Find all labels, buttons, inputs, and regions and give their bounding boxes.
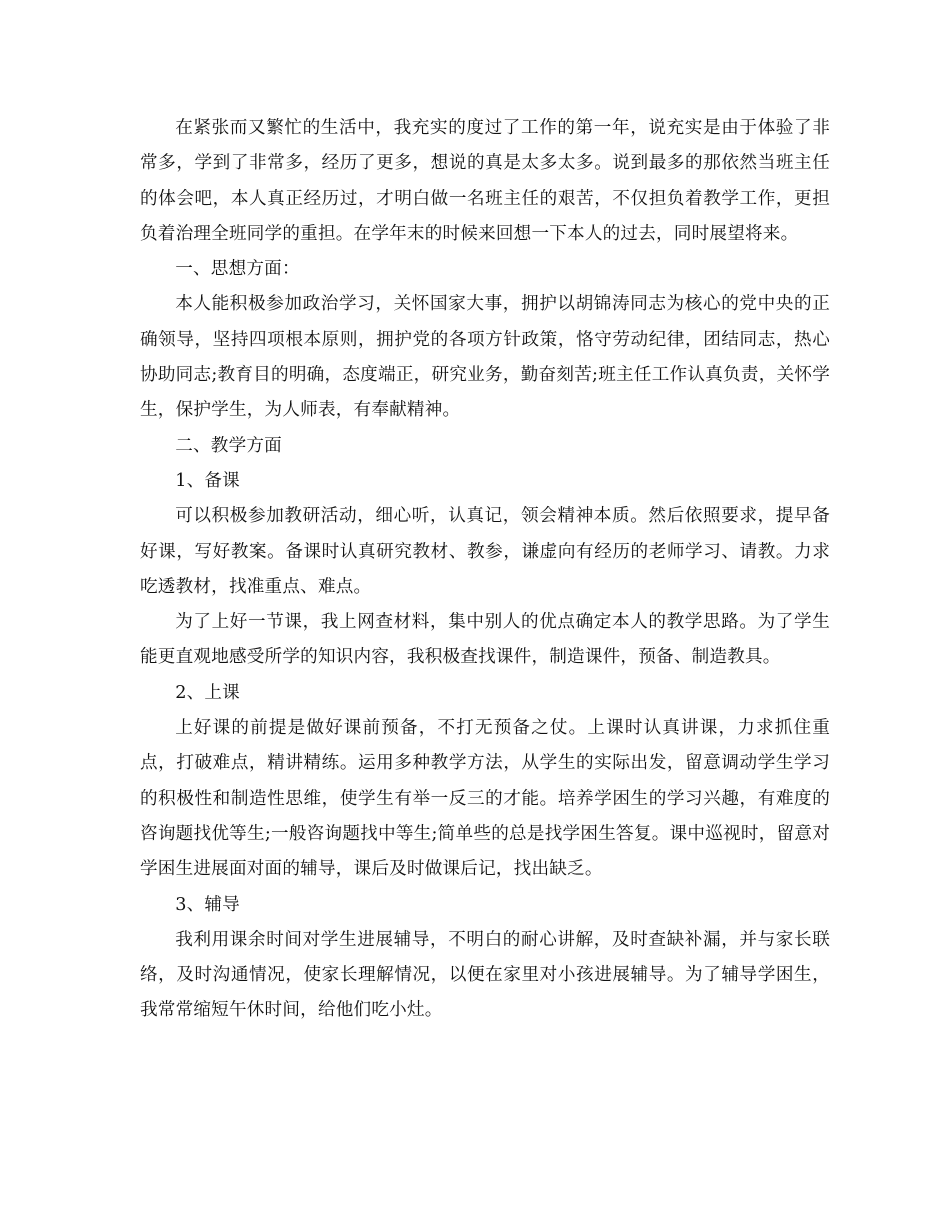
subheading-tutoring: 3、辅导 <box>175 894 240 915</box>
lesson-prep-paragraph-1: 可以积极参加教研活动，细心听，认真记，领会精神本质。然后依照要求，提早备好课，写好教案。备课时认真研究教材、教参，谦虚向有经历的老师学习、请教。力求吃透教材，找准重点、难点。 <box>140 506 830 597</box>
subheading-class: 2、上课 <box>175 682 240 703</box>
class-paragraph: 上好课的前提是做好课前预备，不打无预备之仗。上课时认真讲课，力求抓住重点，打破难点，精讲精练。运用多种教学方法，从学生的实际出发，留意调动学生学习的积极性和制造性思维，使学生有举一反三的才能。培养学困生的学习兴趣，有难度的咨询题找优等生;一般咨询题找中等生;简单些的总是找学困生答复。课中巡视时，留意对学困生进展面对面的辅导，课后及时做课后记，找出缺乏。 <box>140 718 830 880</box>
tutoring-paragraph: 我利用课余时间对学生进展辅导，不明白的耐心讲解，及时查缺补漏，并与家长联络，及时沟通情况，使家长理解情况，以便在家里对小孩进展辅导。为了辅导学困生，我常常缩短午休时间，给他们吃小灶。 <box>140 929 830 1021</box>
subheading-lesson-prep: 1、备课 <box>175 470 240 491</box>
lesson-prep-paragraph-2: 为了上好一节课，我上网查材料，集中别人的优点确定本人的教学思路。为了学生能更直观地感受所学的知识内容，我积极查找课件，制造课件，预备、制造教具。 <box>140 612 830 668</box>
intro-paragraph: 在紧张而又繁忙的生活中，我充实的度过了工作的第一年，说充实是由于体验了非常多，学到了非常多，经历了更多，想说的真是太多太多。说到最多的那依然当班主任的体会吧，本人真正经历过，才明白做一名班主任的艰苦，不仅担负着教学工作，更担负着治理全班同学的重担。在学年末的时候来回想一下本人的过去，同时展望将来。 <box>140 118 830 244</box>
document-body <box>140 111 830 1029</box>
section-heading-teaching: 二、教学方面 <box>175 435 282 456</box>
section-heading-thought: 一、思想方面： <box>175 259 300 280</box>
thought-paragraph: 本人能积极参加政治学习，关怀国家大事，拥护以胡锦涛同志为核心的党中央的正确领导，坚持四项根本原则，拥护党的各项方针政策，恪守劳动纪律，团结同志，热心协助同志;教育目的明确，态度端正，研究业务，勤奋刻苦;班主任工作认真负责，关怀学生，保护学生，为人师表，有奉献精神。 <box>140 294 830 421</box>
